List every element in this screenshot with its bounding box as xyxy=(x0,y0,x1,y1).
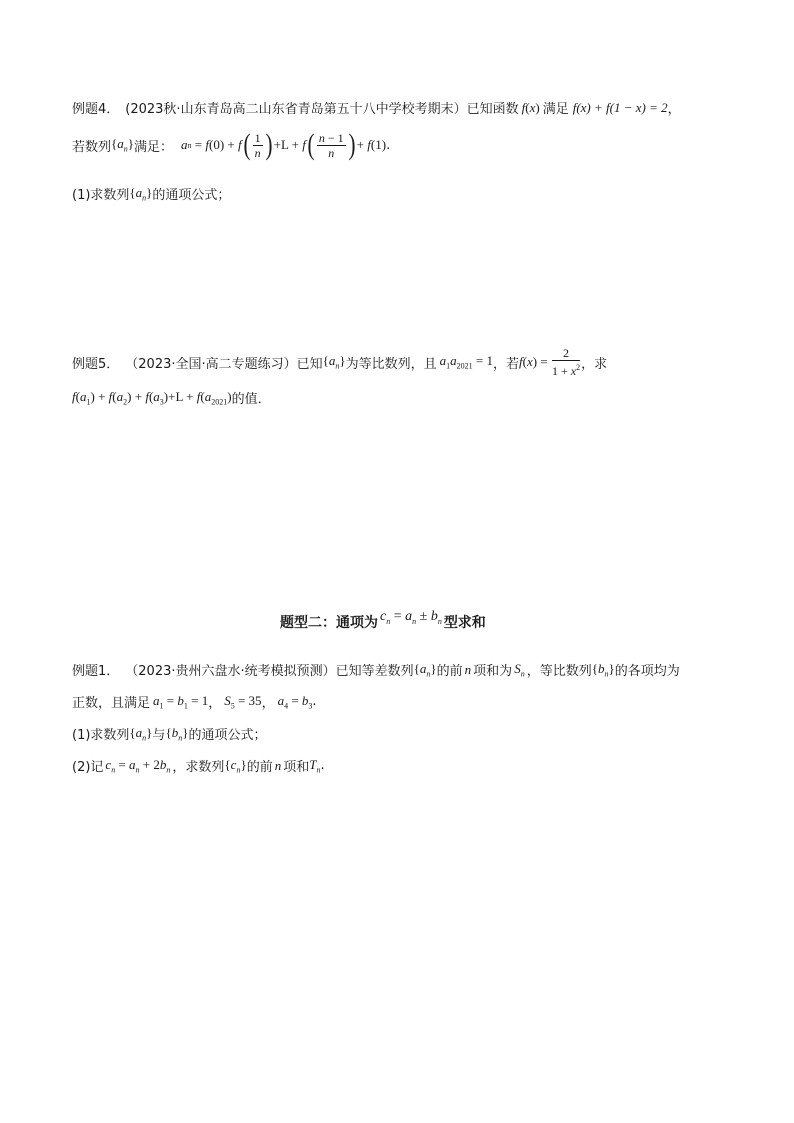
sequence-an: $\{a_n\}$ xyxy=(322,353,346,371)
example5-text1: 已知 xyxy=(296,356,323,372)
example1-question1 xyxy=(72,724,266,743)
example1-q2-mid2: 的前 xyxy=(246,760,273,775)
example5-line2-end: 的值． xyxy=(231,392,271,407)
example1-line2 xyxy=(72,692,317,711)
example1-text5: 的各项均为 xyxy=(614,664,680,679)
var-n: n xyxy=(274,757,282,773)
example1-line1 xyxy=(72,660,680,679)
sequence-an: $\{a_n\}$ xyxy=(129,184,153,203)
example5-text2: 为等比数列，且 xyxy=(345,356,437,372)
example4-fx: f(x) xyxy=(521,99,540,115)
var-n: n xyxy=(464,661,472,677)
example5-text3: ，若 xyxy=(493,356,520,372)
cond-a4-b3: $a_4 = b_3$ xyxy=(277,692,313,711)
example1-sep2: ， xyxy=(261,696,275,711)
example5-line2 xyxy=(72,388,271,407)
example4-label: 例题4． xyxy=(72,102,120,117)
example5-product: $a_1a_{2021} = 1$ xyxy=(439,353,494,371)
example5-text4: ，求 xyxy=(581,356,608,372)
example5-fx-def: f ( x ) = $\frac{2}{1 + x^2}$ xyxy=(519,346,581,378)
sequence-an: $\{a_n\}$ xyxy=(413,660,437,679)
example1-label: 例题1． xyxy=(72,664,120,679)
example4-line2-mid: 满足： xyxy=(134,139,174,155)
example4-text2: 满足 xyxy=(542,102,569,117)
example1-text1: 已知等差数列 xyxy=(335,664,414,679)
example5-sum: $f(a_1) + f(a_2) + f(a_3)+L + f(a_{2021})$ xyxy=(72,388,232,407)
example1-source: （2023·贵州六盘水·统考模拟预测） xyxy=(125,664,336,679)
sequence-cn: $\{c_n\}$ xyxy=(224,756,247,775)
section-title-suffix: 型求和 xyxy=(443,615,486,631)
example1-q2-prefix: (2)记 xyxy=(72,760,104,775)
example1-line2-end: . xyxy=(312,694,317,709)
example1-q1-mid: 与 xyxy=(152,728,166,743)
example1-line2-prefix: 正数，且满足 xyxy=(72,696,151,711)
example4-source: (2023秋·山东青岛高二山东省青岛第五十八中学校考期末） xyxy=(125,102,467,117)
example1-q1: (1)求数列 xyxy=(72,728,130,743)
example1-q2-mid: ，求数列 xyxy=(172,760,225,775)
example1-q2-end: . xyxy=(320,758,325,773)
var-Tn: $T_n$ xyxy=(309,756,321,775)
example4-text1: 已知函数 xyxy=(466,102,519,117)
cond-a1-b1: $a_1 = b_1 = 1$ xyxy=(153,692,209,711)
cond-S5: $S_5 = 35$ xyxy=(224,692,262,711)
example4-line2-prefix: 若数列 xyxy=(72,139,112,155)
example4-q1: (1)求数列 xyxy=(72,188,130,203)
example1-text2: 的前 xyxy=(436,664,463,679)
example4-q1-end: 的通项公式； xyxy=(152,188,231,203)
example1-text4: ，等比数列 xyxy=(526,664,592,679)
example5-source: （2023·全国·高二专题练习） xyxy=(125,356,297,372)
example1-question2 xyxy=(72,756,325,775)
section-title-formula: $c_n = a_n \pm b_n$ xyxy=(380,608,442,626)
example4-formula: a n = f (0) + f ( $\frac{1}{n}$ ) +L + f ( $\frac{n - 1}{n}$ ) + f (1) xyxy=(181,128,387,161)
sequence-bn: $\{b_n\}$ xyxy=(591,660,615,679)
example4-question1 xyxy=(72,184,230,203)
example1-q2-mid3: 项和 xyxy=(283,760,310,775)
sequence-an: $\{a_n\}$ xyxy=(129,724,153,743)
example1-q1-end: 的通项公式； xyxy=(188,728,267,743)
example1-text3: 项和为 xyxy=(473,664,513,679)
example4-line2 xyxy=(72,130,390,160)
section-title-prefix: 题型二：通项为 xyxy=(280,615,378,631)
var-Sn: $S_n$ xyxy=(514,660,525,679)
section-title xyxy=(280,608,486,632)
example4-line1 xyxy=(72,98,681,117)
example4-condition: f(x) + f(1 − x) = 2 xyxy=(572,99,668,115)
example1-sep1: ， xyxy=(208,696,222,711)
cn-definition: $c_n = a_n + 2b_n$ xyxy=(105,756,171,775)
example4-line2-end: . xyxy=(386,137,391,153)
sequence-an: $\{a_n\}$ xyxy=(111,136,135,154)
example5-label: 例题5． xyxy=(72,356,120,372)
example5-line1 xyxy=(72,346,607,378)
example4-text3: ， xyxy=(667,102,681,117)
sequence-bn: $\{b_n\}$ xyxy=(165,724,189,743)
